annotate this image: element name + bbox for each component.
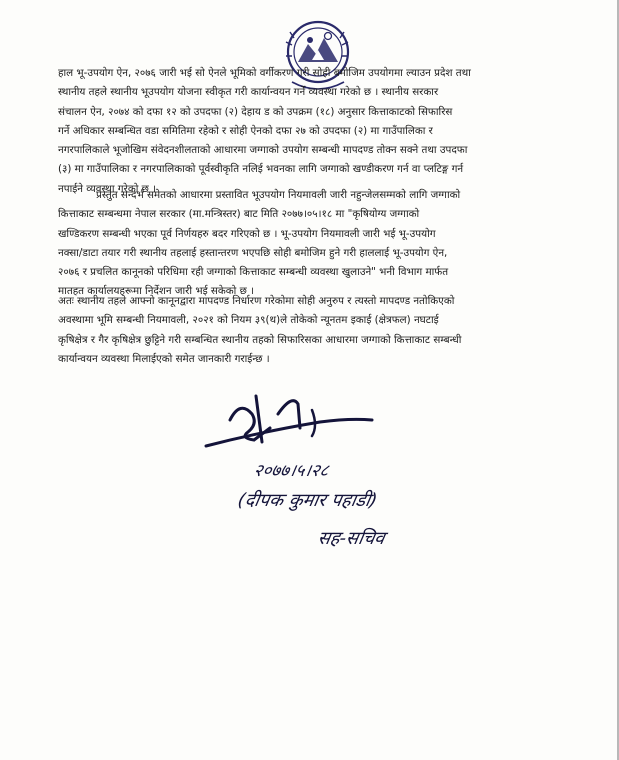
text-line: खण्डिकरण सम्बन्धी भएका पूर्व निर्णयहरु बदर गरिएको छ । भू-उपयोग नियमावली जारी भई भू-उपयोग xyxy=(58,227,436,240)
text-line: नगरपालिकाले भूजोखिम संवेदनशीलताको आधारमा जग्गाको उपयोग सम्बन्धी मापदण्ड तोक्न सक्ने तथा उपदफा xyxy=(58,144,468,157)
paragraph-government-decision xyxy=(58,186,564,302)
text-line: नपाईने व्यवस्था गरेको छ । xyxy=(58,182,157,195)
text-line: कित्ताकाट सम्बन्धमा नेपाल सरकार (मा.मन्त्रिस्तर) बाट मिति २०७७।०५।१८ मा "कृषियोग्य जग्गाको xyxy=(58,208,420,221)
signatory-name: (दीपक कुमार पहाडी) xyxy=(236,490,379,511)
paragraph-land-use-act xyxy=(58,64,564,199)
text-line: अवस्थामा भूमि सम्बन्धी नियमावली, २०२१ को नियम ३९(थ)ले तोकेको न्यूनतम इकाई (क्षेत्रफल) नघटाई xyxy=(58,314,439,327)
text-line: २०७६ र प्रचलित कानूनको परिधिमा रही जग्गाको कित्ताकाट सम्बन्धी व्यवस्था खुलाउने" भनी विभाग मार्फत xyxy=(58,266,449,279)
signature-date: २०७७।५।२८ xyxy=(251,461,331,481)
text-line: कार्यान्वयन व्यवस्था मिलाईएको समेत जानकारी गराईन्छ । xyxy=(58,352,270,365)
text-line: कृषिक्षेत्र र गैर कृषिक्षेत्र छुट्टिने गरी सम्बन्धित स्थानीय तहको सिफारिसका आधारमा जग्गाको कित्ताकाट सम्बन्धी xyxy=(58,333,462,346)
text-line: अतः स्थानीय तहले आफ्नो कानूनद्वारा मापदण्ड निर्धारण गरेकोमा सोही अनुरुप र त्यस्तो मापदण्ड नतोकिएको xyxy=(58,295,455,307)
text-line: प्रस्तुत सन्दर्भ समेतको आधारमा प्रस्तावित भूउपयोग नियमावली जारी नहुन्जेलसम्मको लागि जग्गाको xyxy=(96,189,461,201)
text-line: गर्ने अधिकार सम्बन्धित वडा समितिमा रहेको र सोही ऐनको दफा २७ को उपदफा (२) मा गाउँपालिका र xyxy=(58,124,433,137)
text-line: नक्सा/डाटा तयार गरी स्थानीय तहलाई हस्तान्तरण भएपछि सोही बमोजिम हुने गरी हाललाई भू-उपयोग ऐन, xyxy=(58,246,448,259)
text-line: स्थानीय तहले स्थानीय भूउपयोग योजना स्वीकृत गरी कार्यान्वयन गर्ने व्यवस्था गरेको छ । स्थानीय सरकार xyxy=(58,86,439,99)
paragraph-conclusion xyxy=(58,292,564,369)
signatory-designation: सह-सचिव xyxy=(316,528,387,549)
text-line: (३) मा गाउँपालिका र नगरपालिकाको पूर्वस्वीकृति नलिई भवनका लागि जग्गाको खण्डीकरण गर्न वा प्लटिङ्ग गर्न xyxy=(58,163,464,176)
text-line: संचालन ऐन, २०७४ को दफा १२ को उपदफा (२) देहाय ड को उपक्रम (१८) अनुसार कित्ताकाटको सिफारिस xyxy=(58,105,453,118)
text-line: हाल भू-उपयोग ऐन, २०७६ जारी भई सो ऐनले भूमिको वर्गीकरण गरी सोही बमोजिम उपयोगमा ल्याउन प्रदेश तथा xyxy=(58,67,471,79)
text-line: मातहत कार्यालयहरूमा निर्देशन जारी भई सकेको छ । xyxy=(58,285,255,298)
